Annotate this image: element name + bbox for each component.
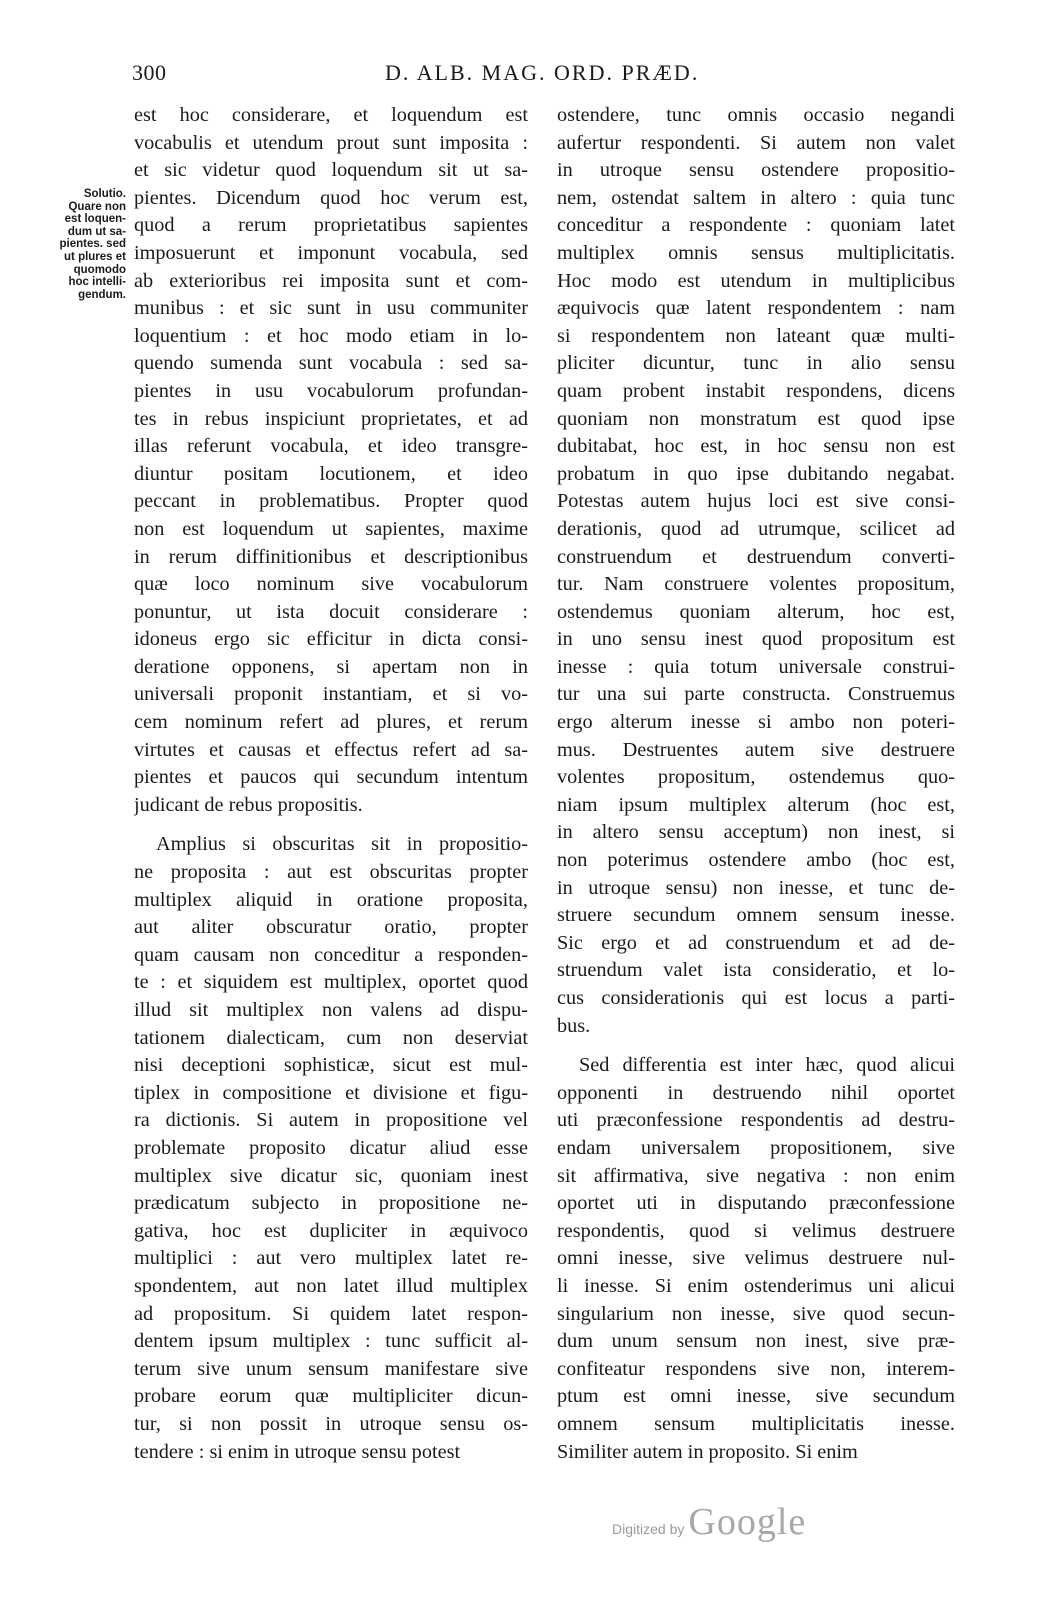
text-line: conceditur a respondente : quoniam latet xyxy=(557,214,955,237)
text-line: uti præconfessione respondentis ad destru- xyxy=(557,1109,955,1132)
sidenote-line: Solutio. xyxy=(83,188,126,200)
marginal-sidenote xyxy=(28,188,126,301)
text-line: pientes. Dicendum quod hoc verum est, xyxy=(134,186,528,209)
text-line: cus considerationis qui est locus a parti- xyxy=(557,987,955,1009)
text-line: universali proponit instantiam, et si vo- xyxy=(134,683,528,706)
text-line: bus. xyxy=(557,1014,591,1037)
text-line: problemate proposito dicatur aliud esse xyxy=(134,1136,528,1159)
sidenote-line: pientes. sed xyxy=(59,238,126,251)
text-line: opponenti in destruendo nihil oportet xyxy=(557,1081,955,1104)
text-line: pientes et paucos qui secundum intentum xyxy=(134,766,528,789)
text-line: derationis, quod ad utrumque, scilicet ad xyxy=(557,517,955,540)
text-line: Potestas autem hujus loci est sive consi- xyxy=(557,490,955,513)
text-line: probare eorum quæ multipliciter dicun- xyxy=(134,1385,528,1408)
left-paragraph-1 xyxy=(134,102,528,819)
text-line: dentem ipsum multiplex : tunc sufficit al- xyxy=(134,1330,528,1353)
text-line: ad propositum. Si quidem latet respon- xyxy=(134,1302,528,1325)
sidenote-line: Quare non xyxy=(68,200,126,213)
text-line: æquivocis quæ latent respondentem : nam xyxy=(557,297,955,320)
text-line: respondentis, quod si velimus destruere xyxy=(557,1219,955,1242)
text-line: quod a rerum proprietatibus sapientes xyxy=(134,214,528,237)
text-line: Amplius si obscuritas sit in propositio- xyxy=(156,833,528,856)
text-line: niam ipsum multiplex alterum (hoc est, xyxy=(557,793,955,816)
text-line: idoneus ergo sic efficitur in dicta consi- xyxy=(134,628,528,651)
running-head: D. ALB. MAG. ORD. PRÆD. xyxy=(385,60,700,85)
right-column xyxy=(557,102,955,1466)
text-line: Similiter autem in proposito. Si enim xyxy=(557,1440,858,1463)
text-line: non est loquendum ut sapientes, maxime xyxy=(134,517,528,540)
text-line: diuntur positam locutionem, et ideo xyxy=(134,462,528,485)
text-line: loquentium : et hoc modo etiam in lo- xyxy=(134,324,528,347)
right-paragraph-1 xyxy=(557,102,955,1040)
text-line: mus. Destruentes autem sive destruere xyxy=(557,738,955,761)
digitized-label: Digitized by xyxy=(612,1521,685,1537)
text-line: tendere : si enim in utroque sensu potest xyxy=(134,1440,461,1463)
text-line: in uno sensu inest quod propositum est xyxy=(557,628,955,651)
text-line: dubitabat, hoc est, in hoc sensu non est xyxy=(557,435,955,458)
paragraph-gap xyxy=(134,819,528,831)
text-line: judicant de rebus propositis. xyxy=(134,793,363,816)
text-line: multiplex aliquid in oratione proposita, xyxy=(134,888,528,911)
text-line: ab exterioribus rei imposita sunt et com- xyxy=(134,269,528,292)
text-line: illud sit multiplex non valens ad dispu- xyxy=(134,999,528,1021)
text-line: probatum in quo ipse dubitando negabat. xyxy=(557,462,955,485)
text-line: tur una sui parte constructa. Construemus xyxy=(557,683,955,706)
text-line: inesse : quia totum universale construi- xyxy=(557,655,955,678)
text-line: et sic videtur quod loquendum sit ut sa- xyxy=(134,159,528,182)
text-line: aufertur respondenti. Si autem non valet xyxy=(557,131,955,154)
text-line: tes in rebus inspiciunt proprietates, et ad xyxy=(134,407,528,430)
text-line: tiplex in compositione et divisione et figu- xyxy=(134,1081,528,1104)
text-line: quendo sumenda sunt vocabula : sed sa- xyxy=(134,352,528,375)
text-line: pliciter dicuntur, tunc in alio sensu xyxy=(557,352,955,375)
text-line: sit affirmativa, sive negativa : non enim xyxy=(557,1164,955,1187)
sidenote-line: dum ut sa- xyxy=(67,225,126,238)
text-line: construendum et destruendum converti- xyxy=(557,545,955,568)
text-line: endam universalem propositionem, sive xyxy=(557,1136,955,1159)
text-line: peccant in problematibus. Propter quod xyxy=(134,490,528,513)
text-line: ostendere, tunc omnis occasio negandi xyxy=(557,104,955,126)
text-line: struere secundum omnem sensum inesse. xyxy=(557,904,955,927)
text-line: vocabulis et utendum prout sunt imposita : xyxy=(134,131,528,154)
sidenote-line: est loquen- xyxy=(64,213,126,226)
text-line: te : et siquidem est multiplex, oportet quod xyxy=(134,971,528,994)
text-line: est hoc considerare, et loquendum est xyxy=(134,104,528,126)
text-line: Hoc modo est utendum in multiplicibus xyxy=(557,269,955,292)
sidenote-line: hoc intelli- xyxy=(68,276,126,289)
digitized-by-google xyxy=(612,1500,806,1544)
sidenote-line: gendum. xyxy=(78,288,126,301)
text-line: si respondentem non lateant quæ multi- xyxy=(557,324,955,347)
text-line: terum sive unum sensum manifestare sive xyxy=(134,1357,528,1380)
text-line: in utroque sensu ostendere propositio- xyxy=(557,159,955,182)
left-paragraph-2 xyxy=(134,831,528,1466)
text-line: li inesse. Si enim ostenderimus uni alicui xyxy=(557,1274,955,1297)
left-column xyxy=(134,102,528,1466)
sidenote-line: ut plures et xyxy=(64,250,126,263)
text-line: ne proposita : aut est obscuritas propter xyxy=(134,861,528,884)
text-line: prædicatum subjecto in propositione ne- xyxy=(134,1192,528,1215)
text-line: quæ loco nominum sive vocabulorum xyxy=(134,573,528,596)
text-line: in altero sensu acceptum) non inest, si xyxy=(557,821,955,844)
text-line: ponuntur, ut ista docuit considerare : xyxy=(134,600,528,623)
text-line: tur. Nam construere volentes propositum, xyxy=(557,573,955,596)
text-line: struendum valet ista consideratio, et lo- xyxy=(557,959,955,982)
text-line: multiplex sive dicatur sic, quoniam inest xyxy=(134,1164,528,1187)
text-line: tationem dialecticam, cum non deserviat xyxy=(134,1026,528,1049)
text-line: in utroque sensu) non inesse, et tunc de- xyxy=(557,876,955,899)
paragraph-gap xyxy=(557,1040,955,1052)
page-number: 300 xyxy=(132,60,167,85)
text-line: Sed differentia est inter hæc, quod alicui xyxy=(579,1054,955,1077)
text-line: ra dictionis. Si autem in propositione vel xyxy=(134,1109,528,1132)
text-line: tur, si non possit in utroque sensu os- xyxy=(134,1412,528,1435)
text-line: quam probent instabit respondens, dicens xyxy=(557,379,955,402)
text-line: dum unum sensum non inest, sive præ- xyxy=(557,1330,955,1353)
text-line: in rerum diffinitionibus et descriptionibus xyxy=(134,545,528,568)
text-line: omni inesse, sive velimus destruere nul- xyxy=(557,1247,955,1270)
text-line: quam causam non conceditur a responden- xyxy=(134,943,528,966)
text-line: deratione opponens, si apertam non in xyxy=(134,655,528,678)
text-line: Sic ergo et ad construendum et ad de- xyxy=(557,931,955,954)
text-line: ergo alterum inesse si ambo non poteri- xyxy=(557,711,955,734)
right-paragraph-2 xyxy=(557,1052,955,1466)
text-line: omnem sensum multiplicitatis inesse. xyxy=(557,1412,955,1435)
text-line: spondentem, aut non latet illud multiplex xyxy=(134,1274,528,1297)
text-line: pientes in usu vocabulorum profundan- xyxy=(134,379,528,402)
text-line: illas referunt vocabula, et ideo transgre- xyxy=(134,435,528,458)
text-line: singularium non inesse, sive quod secun- xyxy=(557,1302,955,1325)
text-line: multiplici : aut vero multiplex latet re- xyxy=(134,1247,528,1270)
text-line: confiteatur respondens sive non, interem- xyxy=(557,1357,955,1380)
text-line: cem nominum refert ad plures, et rerum xyxy=(134,711,528,734)
text-line: multiplex omnis sensus multiplicitatis. xyxy=(557,241,955,264)
text-line: gativa, hoc est dupliciter in æquivoco xyxy=(134,1219,528,1242)
text-line: virtutes et causas et effectus refert ad sa- xyxy=(134,738,528,761)
text-line: aut aliter obscuratur oratio, propter xyxy=(134,916,528,939)
google-logo: Google xyxy=(688,1501,807,1543)
text-line: quoniam non monstratum est quod ipse xyxy=(557,407,955,430)
text-line: non poterimus ostendere ambo (hoc est, xyxy=(557,849,955,872)
text-line: imposuerunt et imponunt vocabula, sed xyxy=(134,241,528,264)
text-line: munibus : et sic sunt in usu communiter xyxy=(134,297,528,320)
text-line: ostendemus quoniam alterum, hoc est, xyxy=(557,600,955,623)
text-line: oportet uti in disputando præconfessione xyxy=(557,1192,955,1215)
text-line: nem, ostendat saltem in altero : quia tunc xyxy=(557,186,955,209)
text-line: ptum est omni inesse, sive secundum xyxy=(557,1385,955,1408)
sidenote-line: quomodo xyxy=(73,263,126,276)
text-line: volentes propositum, ostendemus quo- xyxy=(557,766,955,789)
text-line: nisi deceptioni sophisticæ, sicut est mul- xyxy=(134,1054,528,1077)
